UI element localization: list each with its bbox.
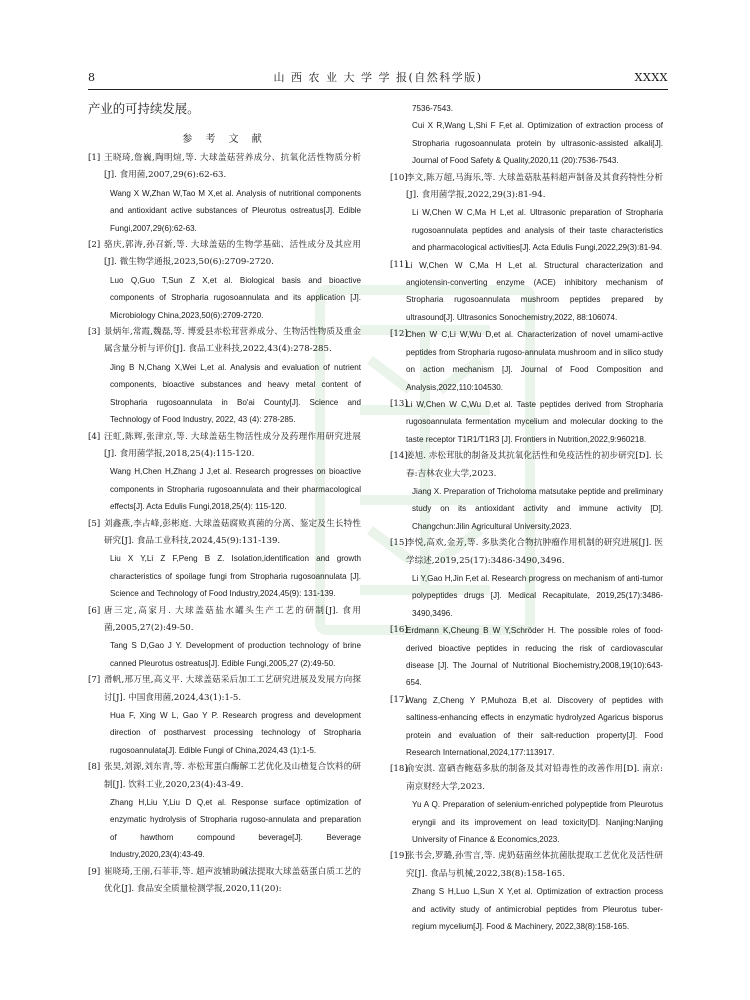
running-header: [88, 68, 668, 88]
reference-item: [390, 692, 663, 762]
reference-item: [88, 864, 361, 899]
reference-number: [3]: [88, 327, 101, 338]
reference-number: [9]: [88, 866, 101, 877]
reference-number: [17]: [390, 694, 408, 705]
reference-chinese: 崔晓琦,王丽,石菲菲,等. 超声波辅助碱法提取大球盖菇蛋白质工艺的优化[J]. 食品安全质量检测学报,2020,11(20):: [104, 866, 361, 895]
reference-chinese: 姜旭. 赤松茸肽的制备及其抗氧化活性和免疫活性的初步研究[D]. 长春:吉林农业大学,2023.: [406, 451, 663, 479]
reference-chinese: 刘鑫燕,李占峰,彭彬庭. 大球盖菇腐败真菌的分离、鉴定及生长特性研究[J]. 食品工业科技,2024,45(9):131-139.: [104, 518, 361, 546]
right-column: [390, 100, 663, 936]
reference-english: Zhang H,Liu Y,Liu D Q,et al. Response surface optimization of enzymatic hydrolysis of Stropharia rugoso-annulata and preparation of hawthorn compound beverage[J]. Beverage Industry,2020,23(4):43-49.: [110, 798, 361, 860]
reference-number: [16]: [390, 625, 408, 636]
reference-chinese: 张昊,刘源,刘东青,等. 赤松茸蛋白酶解工艺优化及山楂复合饮料的研制[J]. 饮料工业,2020,23(4):43-49.: [104, 762, 361, 790]
reference-chinese: 滑帆,邢万里,高义平. 大球盖菇采后加工工艺研究进展及发展方向探讨[J]. 中国食用菌,2024,43(1):1-5.: [104, 675, 361, 703]
reference-item: [390, 448, 663, 535]
reference-chinese: 李文,陈万超,马海乐,等. 大球盖菇肽基料超声制备及其食药特性分析[J]. 食用菌学报,2022,29(3):81-94.: [406, 172, 663, 201]
reference-english: Li W,Chen W C,Wu D,et al. Taste peptides derived from Stropharia rugosoannulata fermentation mycelium and molecular docking to the taste receptor T1R1/T1R3 [J]. Frontiers in Nutrition,2022,9:960218.: [406, 399, 663, 444]
header-code: XXXX: [634, 71, 668, 84]
reference-english: Erdmann K,Cheung B W Y,Schröder H. The possible roles of food-derived bioactive peptides in reducing the risk of cardiovascular disease [J]. The Journal of Nutritional Biochemistry,2008,19(10):643-654.: [406, 626, 663, 688]
reference-chinese: 俞安淇. 富硒杏鲍菇多肽的制备及其对铅毒性的改善作用[D]. 南京:南京财经大学,2023.: [406, 764, 663, 792]
reference-english: Hua F, Xing W L, Gao Y P. Research progress and development direction of postharvest processing technology of Stropharia rugosoannulata[J]. Edible Fungi of China,2024,43 (1):1-5.: [110, 711, 361, 755]
reference-item: [88, 603, 361, 673]
reference-english: Zhang S H,Luo L,Sun X Y,et al. Optimization of extraction process and activity study of antimicrobial peptides from Pleurotus tuber-regium mycelium[J]. Food & Machinery, 2022,38(8):158-165.: [412, 887, 663, 932]
reference-number: [12]: [390, 329, 408, 340]
reference-item: [390, 848, 663, 935]
reference-english: Li Y,Gao H,Jin F,et al. Research progress on mechanism of anti-tumor polypeptides drugs [J]. Medical Recapitulate, 2019,25(17):3486-3490,3496.: [412, 573, 663, 618]
reference-english: Li W,Chen W C,Ma H L,et al. Structural characterization and angiotensin-converting enzyme (ACE) inhibitory mechanism of Stropharia rugosoannulata mushroom peptides prepared by ultrasound[J]. Ultrasonics Sonochemistry,2022, 88:106074.: [406, 260, 663, 322]
reference-item: [390, 117, 663, 169]
reference-number: [2]: [88, 240, 101, 251]
reference-item: [88, 516, 361, 603]
reference-number: [8]: [88, 762, 101, 773]
reference-item: [390, 257, 663, 327]
reference-chinese: 汪虹,陈辉,张津京,等. 大球盖菇生物活性成分及药理作用研究进展[J]. 食用菌学报,2018,25(4):115-120.: [104, 431, 361, 459]
reference-number: [11]: [390, 259, 408, 270]
reference-item: [390, 100, 663, 117]
reference-english: Chen W C,Li W,Wu D,et al. Characterization of novel umami-active peptides from Stropharia rugoso-annulata mushroom and in silico study on action mechanism [J]. Journal of Food Composition and Analysis,2022,110:104530.: [406, 330, 663, 392]
reference-number: [18]: [390, 764, 408, 775]
reference-item: [88, 672, 361, 759]
reference-chinese: 唐三定,高家月. 大球盖菇盐水罐头生产工艺的研制[J]. 食用菌,2005,27(2):49-50.: [104, 605, 361, 633]
reference-item: [390, 622, 663, 692]
reference-item: [88, 324, 361, 428]
reference-english: Yu A Q. Preparation of selenium-enriched polypeptide from Pleurotus eryngii and its improvement on lead toxicity[D]. Nanjing:Nanjing University of Finance & Economics,2023.: [412, 800, 663, 845]
reference-number: [6]: [88, 605, 101, 616]
lead-paragraph: 产业的可持续发展。: [88, 101, 200, 116]
reference-item: [88, 429, 361, 516]
reference-number: [10]: [390, 172, 408, 183]
reference-item: [88, 237, 361, 324]
journal-title: 山 西 农 业 大 学 学 报(自然科学版): [273, 71, 483, 84]
reference-english: 7536-7543.: [412, 104, 453, 113]
references-heading: 参 考 文 献: [182, 134, 267, 145]
reference-chinese: 张书会,罗璐,孙雪言,等. 虎奶菇菌丝体抗菌肽提取工艺优化及活性研究[J]. 食品与机械,2022,38(8):158-165.: [406, 851, 663, 879]
reference-chinese: 骆庆,郭涛,孙召新,等. 大球盖菇的生物学基础、活性成分及其应用[J]. 微生物学通报,2023,50(6):2709-2720.: [104, 240, 361, 268]
header-rule: [88, 89, 668, 90]
reference-item: [390, 535, 663, 622]
left-column: [88, 100, 361, 898]
reference-item: [390, 396, 663, 448]
reference-number: [5]: [88, 518, 101, 529]
reference-number: [1]: [88, 153, 101, 163]
reference-number: [7]: [88, 675, 101, 686]
page-number: 8: [88, 71, 95, 84]
reference-english: Wang H,Chen H,Zhang J J,et al. Research progresses on bioactive components in Stropharia rugosoannulata and their pharmacological effects[J]. Acta Edulis Fungi,2018,25(4): 115-120.: [110, 467, 361, 512]
reference-english: Wang Z,Cheng Y P,Muhoza B,et al. Discovery of peptides with saltiness-enhancing effects in enzymatic hydrolyzed Agaricus bisporus protein and evaluation of their salt-reduction property[J]. Food Research International,2024,177:113917.: [406, 695, 663, 758]
reference-item: [88, 150, 361, 237]
reference-number: [14]: [390, 451, 408, 462]
reference-item: [390, 761, 663, 848]
reference-english: Wang X W,Zhan W,Tao M X,et al. Analysis of nutritional components and antioxidant active substances of Pleurotus ostreatus[J]. Edible Fungi,2007,29(6):62-63.: [110, 188, 361, 233]
reference-english: Luo Q,Guo T,Sun Z X,et al. Biological basis and bioactive components of Stropharia rugosoannulata and its application [J]. Microbiology China,2023,50(6):2709-2720.: [110, 275, 361, 320]
reference-english: Tang S D,Gao J Y. Development of production technology of brine canned Pleurotus ostreatus[J]. Edible Fungi,2005,27 (2):49-50.: [110, 641, 361, 668]
reference-list-right: [390, 100, 663, 936]
reference-number: [19]: [390, 851, 408, 862]
reference-chinese: 李悦,高欢,金芳,等. 多肽类化合物抗肿瘤作用机制的研究进展[J]. 医学综述,2019,25(17):3486-3490,3496.: [406, 538, 663, 566]
reference-english: Jing B N,Chang X,Wei L,et al. Analysis and evaluation of nutrient components, bioactive substances and heavy metal content of Stropharia rugosoannulata in Bo'ai County[J]. Science and Technology of Food Industry, 2022, 43 (4): 278-285.: [110, 362, 361, 425]
reference-number: [4]: [88, 431, 101, 442]
reference-chinese: 景炳年,常霞,魏磊,等. 博爱县赤松茸营养成分、生物活性物质及重金属含量分析与评价[J]. 食品工业科技,2022,43(4):278-285.: [104, 327, 361, 355]
reference-item: [390, 170, 663, 257]
reference-english: Liu X Y,Li Z F,Peng B Z. Isolation,identification and growth characteristics of spoilage fungi from Stropharia rugosoannulata [J]. Science and Technology of Food Industry,2024,45(9): 131-139.: [110, 554, 361, 599]
reference-english: Cui X R,Wang L,Shi F F,et al. Optimization of extraction process of Stropharia rugosoannulata protein by ultrasonic-assisted alkali[J]. Journal of Food Safety & Quality,2020,11 (20):7536-7543.: [412, 121, 663, 166]
reference-item: [88, 759, 361, 863]
reference-item: [390, 326, 663, 396]
reference-list-left: [88, 150, 361, 898]
reference-number: [15]: [390, 538, 408, 549]
reference-english: Jiang X. Preparation of Tricholoma matsutake peptide and preliminary study on its antioxidant activity and immune activity [D]. Changchun:Jilin Agricultural University,2023.: [412, 486, 663, 531]
reference-english: Li W,Chen W C,Ma H L,et al. Ultrasonic preparation of Stropharia rugosoannulata peptides and analysis of their taste characteristics and pharmacological activities[J]. Acta Edulis Fungi,2022,29(3):81-94.: [412, 208, 663, 253]
reference-number: [13]: [390, 398, 408, 409]
reference-chinese: 王晓琦,詹巍,陶明煊,等. 大球盖菇营养成分、抗氧化活性物质分析[J]. 食用菌,2007,29(6):62-63.: [104, 153, 361, 181]
